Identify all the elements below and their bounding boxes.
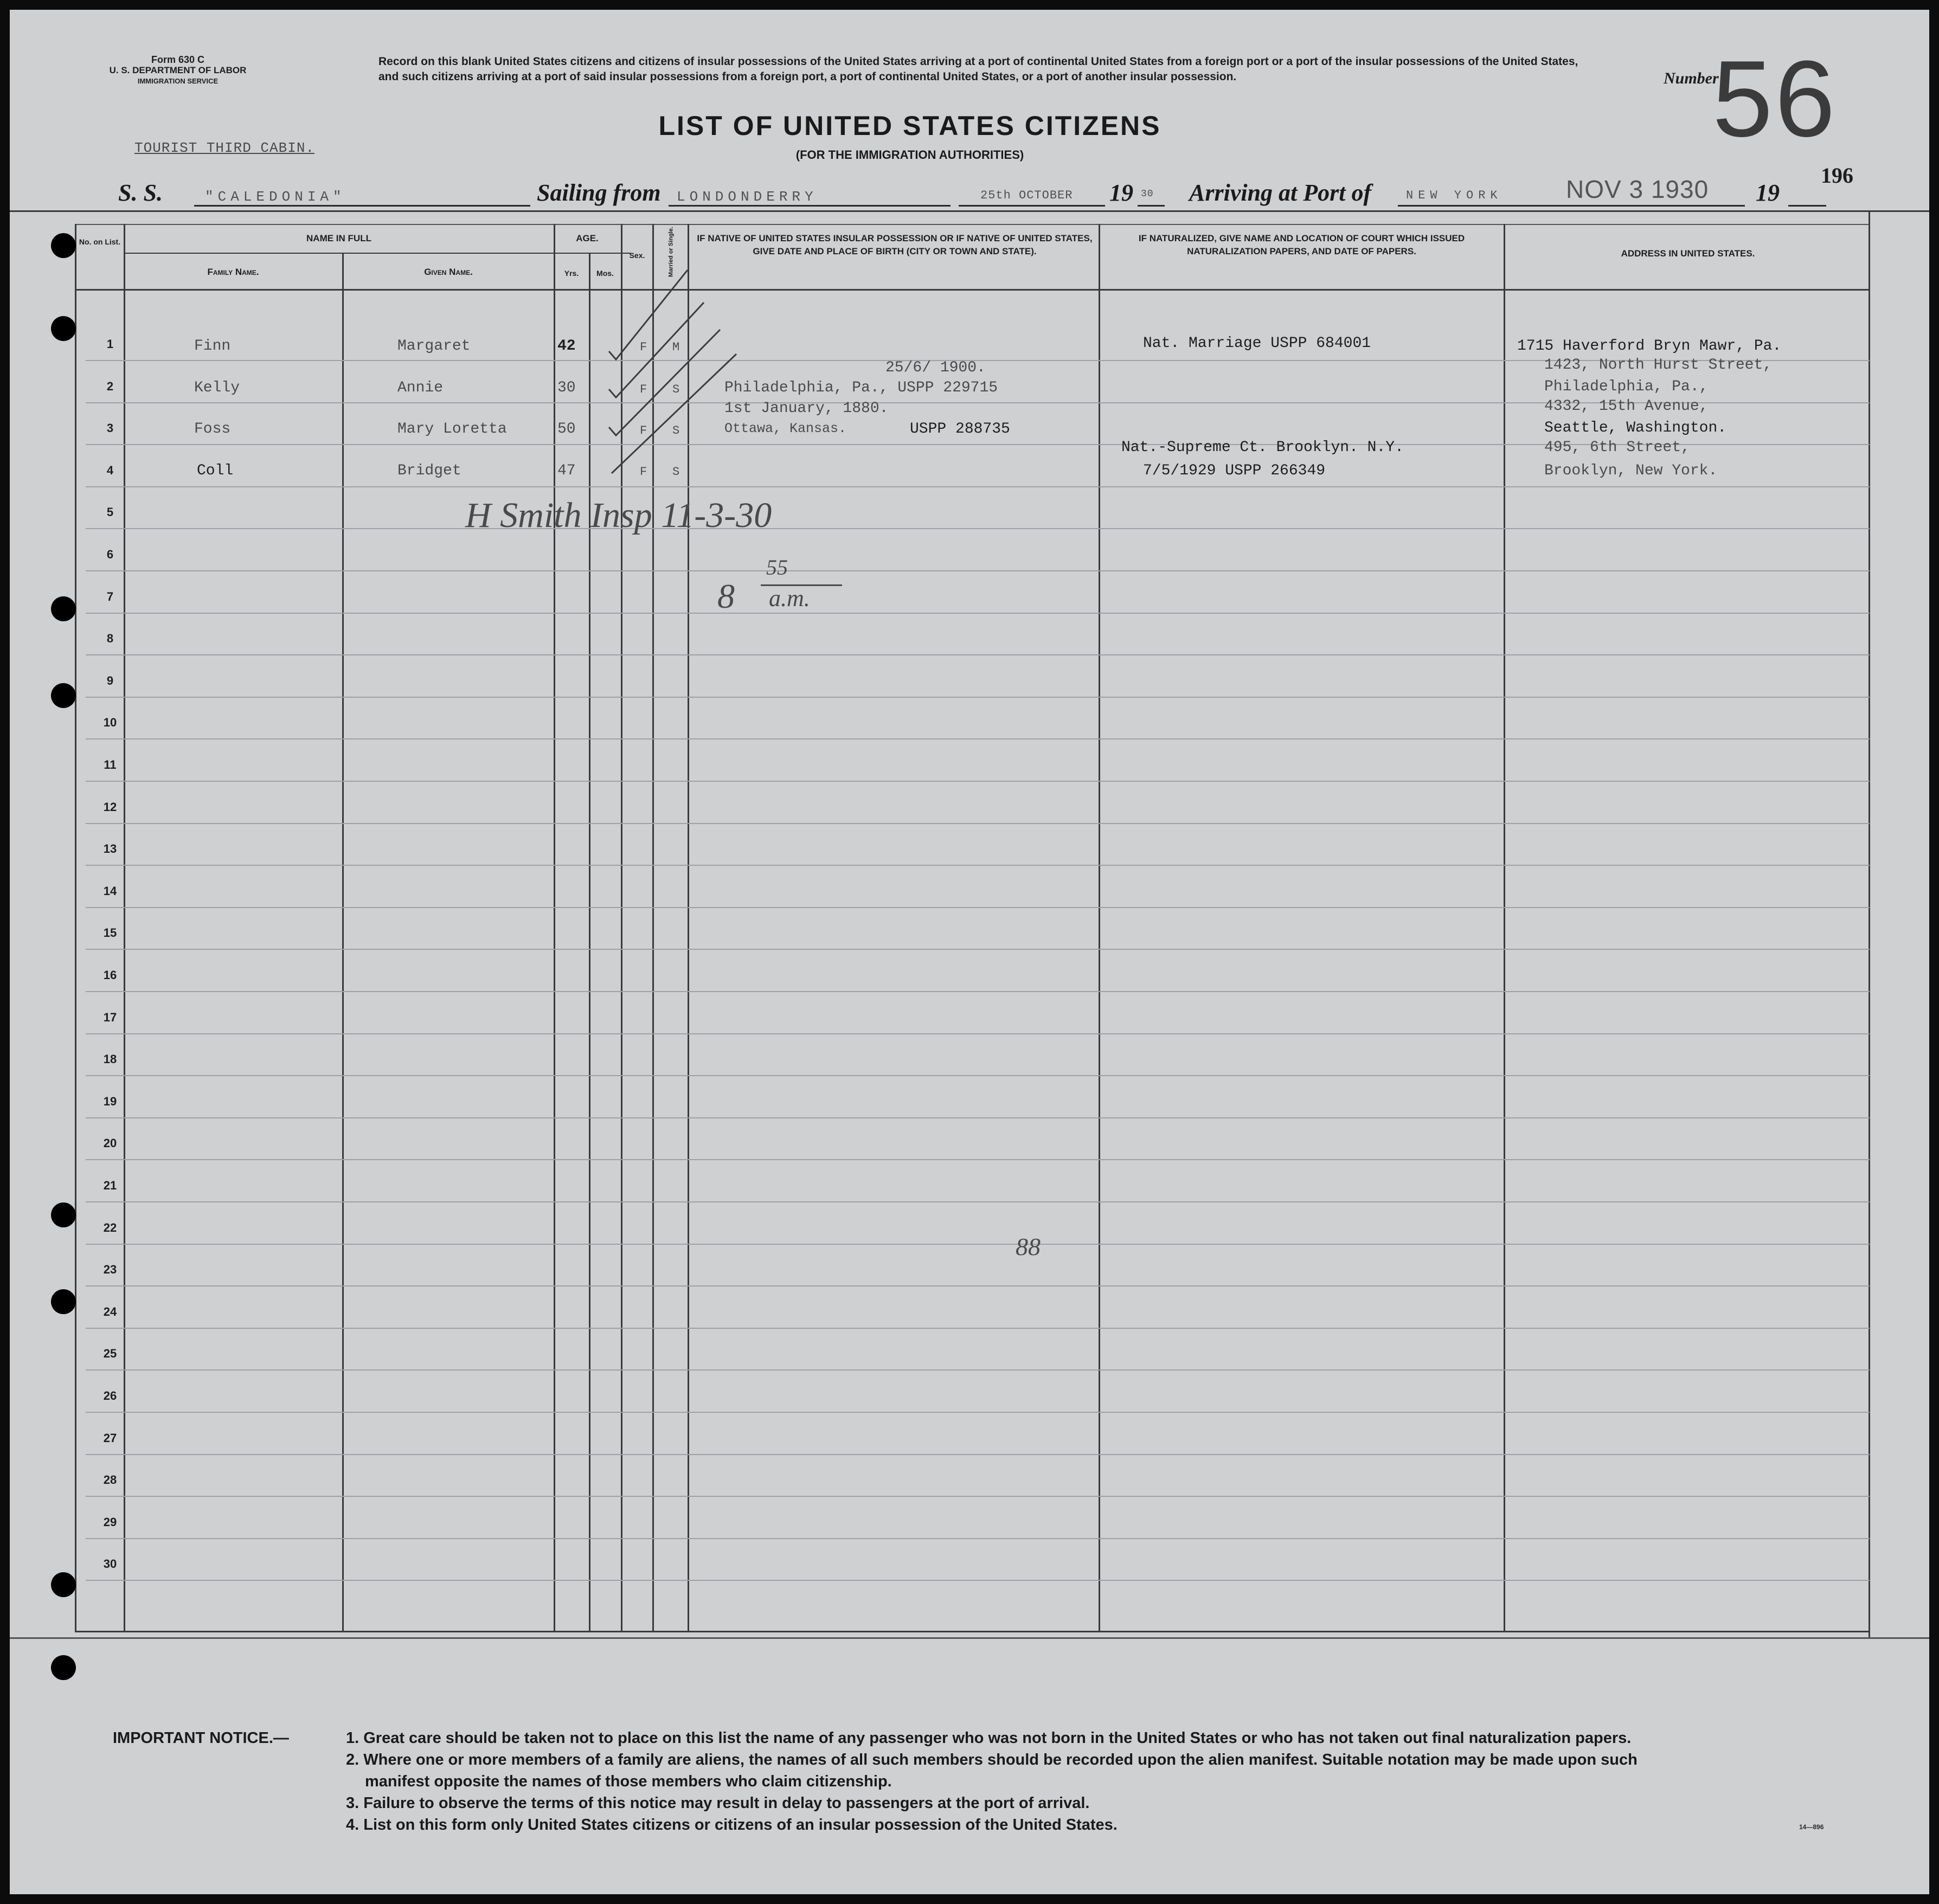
row-line bbox=[86, 1285, 1870, 1287]
department: U. S. DEPARTMENT OF LABOR bbox=[109, 65, 247, 75]
row-number: 20 bbox=[103, 1136, 117, 1150]
row-number: 3 bbox=[106, 421, 114, 435]
p4-naturalization-line1: Nat.-Supreme Ct. Brooklyn. N.Y. bbox=[1121, 439, 1404, 456]
row-line bbox=[86, 1159, 1870, 1160]
col-border-yrs bbox=[589, 254, 590, 1631]
row-line bbox=[86, 570, 1870, 571]
row-line bbox=[86, 738, 1870, 739]
row-line bbox=[86, 1244, 1870, 1245]
p4-address-line1: 495, 6th Street, bbox=[1544, 439, 1690, 456]
p3-given: Mary Loretta bbox=[397, 421, 507, 438]
arrival-stamp: NOV 3 1930 bbox=[1566, 175, 1709, 203]
check-mark bbox=[609, 270, 688, 359]
header-given-name: Given Name. bbox=[424, 267, 473, 277]
punch-hole bbox=[51, 683, 76, 708]
p1-married: M bbox=[672, 340, 680, 354]
row-number: 14 bbox=[103, 884, 117, 898]
row-number: 25 bbox=[103, 1347, 117, 1361]
p2-married: S bbox=[672, 383, 680, 396]
col-border-left bbox=[75, 224, 76, 1631]
p4-sex: F bbox=[640, 465, 647, 479]
p4-address-line2: Brooklyn, New York. bbox=[1544, 462, 1718, 479]
header-married: Married or Single. bbox=[667, 227, 675, 277]
header-naturalized: IF NATURALIZED, GIVE NAME AND LOCATION OF COURT WHICH ISSUED NATURALIZATION PAPERS, AND DATE OF PAPERS. bbox=[1138, 233, 1465, 256]
row-line bbox=[86, 654, 1870, 655]
notice-item-3: 3. Failure to observe the terms of this notice may result in delay to passengers at the port of arrival. bbox=[346, 1794, 1090, 1812]
row-line bbox=[86, 486, 1870, 487]
punch-hole bbox=[51, 233, 76, 258]
p2-family: Kelly bbox=[194, 379, 240, 396]
row-line bbox=[86, 1201, 1870, 1202]
row-line bbox=[86, 1496, 1870, 1497]
row-number: 1 bbox=[106, 337, 114, 351]
row-number: 26 bbox=[103, 1389, 117, 1403]
notice-item-4: 4. List on this form only United States citizens or citizens of an insular possession of the United States. bbox=[346, 1816, 1118, 1834]
p1-sex: F bbox=[640, 340, 647, 354]
row-line bbox=[86, 781, 1870, 782]
col-border-family bbox=[342, 254, 344, 1631]
row-number: 10 bbox=[103, 716, 117, 730]
name-header-divider bbox=[125, 253, 556, 254]
p3-address-line2: Seattle, Washington. bbox=[1544, 420, 1727, 436]
row-number: 8 bbox=[106, 632, 114, 646]
sailing-date: 25th OCTOBER bbox=[980, 189, 1073, 202]
ship-name: "CALEDONIA" bbox=[205, 189, 346, 205]
row-line bbox=[86, 949, 1870, 950]
row-line bbox=[86, 1580, 1870, 1581]
notice-item-1: 1. Great care should be taken not to place on this list the name of any passenger who was not born in the United States or who has not taken out final naturalization papers. bbox=[346, 1729, 1632, 1747]
row-number: 2 bbox=[106, 379, 114, 393]
form-number: Form 630 C bbox=[151, 54, 205, 65]
row-line bbox=[86, 1117, 1870, 1118]
year-prefix: 19 bbox=[1109, 179, 1133, 206]
p2-given: Annie bbox=[397, 379, 444, 396]
ss-label: S. S. bbox=[118, 179, 163, 206]
p2-age: 30 bbox=[557, 379, 576, 396]
row-number: 9 bbox=[106, 673, 114, 687]
punch-hole bbox=[51, 1202, 76, 1227]
page-subtitle: (FOR THE IMMIGRATION AUTHORITIES) bbox=[795, 148, 1024, 162]
row-line bbox=[86, 1328, 1870, 1329]
row-number: 15 bbox=[103, 926, 117, 940]
row-number: 11 bbox=[104, 758, 117, 771]
date-underline bbox=[959, 205, 1105, 207]
page-title: LIST OF UNITED STATES CITIZENS bbox=[658, 111, 1161, 141]
row-number: 4 bbox=[106, 463, 114, 477]
service: IMMIGRATION SERVICE bbox=[137, 77, 219, 85]
inspector-signature: H Smith Insp 11-3-30 bbox=[465, 496, 772, 535]
col-border-right bbox=[1869, 210, 1870, 1637]
p1-address: 1715 Haverford Bryn Mawr, Pa. bbox=[1517, 338, 1782, 355]
number-value: 56 bbox=[1712, 38, 1838, 159]
row-number: 17 bbox=[103, 1010, 117, 1024]
row-number: 7 bbox=[106, 589, 114, 603]
p3-birthplace: Ottawa, Kansas. bbox=[724, 421, 847, 436]
row-line bbox=[86, 991, 1870, 992]
ship-underline bbox=[194, 205, 530, 207]
row-number: 16 bbox=[103, 968, 117, 982]
punch-hole bbox=[51, 1655, 76, 1680]
row-number: 18 bbox=[103, 1052, 117, 1066]
p4-married: S bbox=[672, 465, 680, 479]
punch-hole bbox=[51, 316, 76, 341]
punch-hole bbox=[51, 1289, 76, 1314]
from-underline bbox=[669, 205, 951, 207]
sheet-number: 196 bbox=[1821, 163, 1853, 188]
header-bottom-border bbox=[75, 289, 1870, 291]
row-line bbox=[86, 865, 1870, 866]
header-address: ADDRESS IN UNITED STATES. bbox=[1621, 248, 1755, 259]
p3-age: 50 bbox=[557, 421, 576, 438]
p4-naturalization-line2: 7/5/1929 USPP 266349 bbox=[1143, 462, 1326, 479]
p4-age: 47 bbox=[557, 462, 576, 479]
p3-birth-passport: USPP 288735 bbox=[910, 421, 1010, 438]
p3-address-line1: 4332, 15th Avenue, bbox=[1544, 398, 1709, 415]
year-suffix: 30 bbox=[1141, 189, 1154, 200]
row-line bbox=[86, 1412, 1870, 1413]
row-line bbox=[86, 528, 1870, 529]
row-number: 23 bbox=[103, 1263, 117, 1277]
header-sex: Sex. bbox=[629, 251, 645, 260]
row-line bbox=[86, 1075, 1870, 1076]
time-meridiem: a.m. bbox=[769, 585, 810, 612]
punch-hole bbox=[51, 1572, 76, 1597]
row-line bbox=[86, 1454, 1870, 1455]
header-age: AGE. bbox=[576, 233, 599, 243]
p2-birthplace: Philadelphia, Pa., USPP 229715 bbox=[724, 379, 998, 396]
row-number: 28 bbox=[103, 1473, 117, 1487]
pencil-mark: 88 bbox=[1016, 1233, 1041, 1260]
row-line bbox=[86, 1369, 1870, 1371]
p2-address-line2: Philadelphia, Pa., bbox=[1544, 378, 1709, 395]
sheet-bottom-border bbox=[10, 1637, 1929, 1639]
col-border-native bbox=[1099, 224, 1100, 1631]
row-number: 30 bbox=[103, 1557, 117, 1571]
row-number: 24 bbox=[103, 1304, 117, 1318]
row-line bbox=[86, 1033, 1870, 1034]
p2-sex: F bbox=[640, 383, 647, 396]
notice-label: IMPORTANT NOTICE.— bbox=[113, 1729, 289, 1747]
notice-item-2-cont: manifest opposite the names of those members who claim citizenship. bbox=[365, 1773, 892, 1790]
cabin-class: TOURIST THIRD CABIN. bbox=[134, 140, 315, 156]
p1-given: Margaret bbox=[397, 338, 471, 355]
row-number: 22 bbox=[103, 1220, 117, 1234]
p1-naturalization: Nat. Marriage USPP 684001 bbox=[1143, 335, 1371, 352]
row-number: 6 bbox=[106, 548, 114, 561]
header-mos: Mos. bbox=[596, 269, 614, 278]
row-line bbox=[86, 697, 1870, 698]
form-info bbox=[91, 54, 265, 87]
header-family-name: Family Name. bbox=[207, 267, 259, 277]
row-number: 5 bbox=[106, 505, 114, 519]
col-border-naturalized bbox=[1504, 224, 1505, 1631]
p1-family: Finn bbox=[194, 338, 231, 355]
row-number: 12 bbox=[103, 800, 117, 814]
row-line bbox=[86, 613, 1870, 614]
check-mark bbox=[612, 354, 736, 473]
time-hour: 8 bbox=[717, 577, 735, 615]
time-minutes: 55 bbox=[766, 555, 788, 580]
p3-birth-date: 1st January, 1880. bbox=[724, 400, 889, 417]
table-bottom-border bbox=[75, 1631, 1870, 1632]
p3-married: S bbox=[672, 424, 680, 438]
manifest-sheet bbox=[10, 10, 1929, 1894]
header-yrs: Yrs. bbox=[564, 269, 579, 278]
header-no: No. on List. bbox=[79, 237, 121, 246]
row-number: 19 bbox=[103, 1094, 117, 1108]
year2-underline bbox=[1788, 205, 1826, 207]
punch-hole bbox=[51, 596, 76, 621]
notice-item-2: 2. Where one or more members of a family are aliens, the names of all such members should be recorded upon the alien manifest. Suitable notation may be made upon such bbox=[346, 1751, 1638, 1768]
year2-prefix: 19 bbox=[1756, 179, 1780, 206]
footer-code: 14—896 bbox=[1799, 1823, 1824, 1831]
from-port: LONDONDERRY bbox=[677, 189, 818, 205]
p2-address-line1: 1423, North Hurst Street, bbox=[1544, 357, 1773, 374]
row-line bbox=[86, 907, 1870, 908]
arriving-label: Arriving at Port of bbox=[1189, 179, 1372, 206]
header-name-in-full: NAME IN FULL bbox=[306, 233, 371, 243]
check-marks bbox=[595, 237, 769, 487]
row-line bbox=[86, 1538, 1870, 1539]
number-label: Number bbox=[1664, 69, 1719, 87]
header-native: IF NATIVE OF UNITED STATES INSULAR POSSESSION OR IF NATIVE OF UNITED STATES, GIVE DATE AND PLACE OF BIRTH (CITY OR TOWN AND STATE). bbox=[697, 233, 1093, 256]
p3-family: Foss bbox=[194, 421, 231, 438]
row-number: 29 bbox=[103, 1515, 117, 1529]
instruction-text: Record on this blank United States citizens and citizens of insular possessions of the United States arriving at a port of continental United States from a foreign port or a port of the insular possessions of the United States, and such citizens arriving at a port of said insular possessions from a foreign port, a port of continental United States, or a port of another insular possession. bbox=[378, 55, 1578, 83]
p3-sex: F bbox=[640, 424, 647, 438]
p1-age: 42 bbox=[557, 338, 576, 355]
col-border-given bbox=[554, 224, 555, 1631]
to-port: NEW YORK bbox=[1406, 189, 1503, 202]
row-line bbox=[86, 823, 1870, 824]
row-number: 21 bbox=[103, 1179, 117, 1192]
to-underline bbox=[1398, 205, 1745, 207]
sailing-label: Sailing from bbox=[537, 179, 661, 206]
p4-given: Bridget bbox=[397, 462, 461, 479]
row-number: 27 bbox=[103, 1431, 117, 1445]
table-top-inner bbox=[75, 224, 1870, 225]
year-underline bbox=[1138, 205, 1165, 207]
row-number: 13 bbox=[103, 842, 117, 856]
table-top-border bbox=[10, 210, 1929, 212]
p2-birth-date: 25/6/ 1900. bbox=[885, 359, 986, 376]
p4-family: Coll bbox=[197, 462, 234, 479]
